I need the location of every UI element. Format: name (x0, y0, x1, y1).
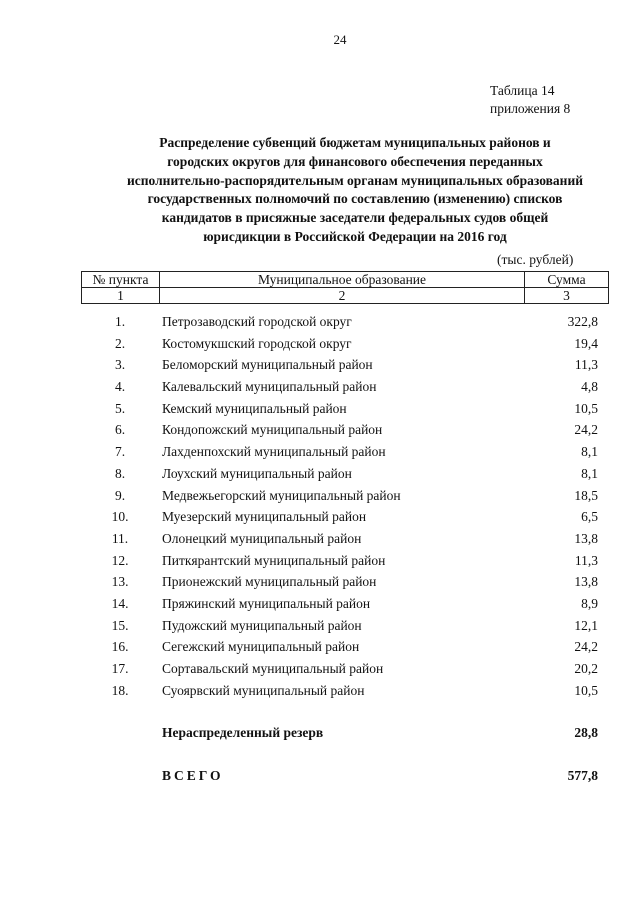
row-amount: 11,3 (574, 552, 598, 568)
row-number: 3. (114, 357, 126, 373)
column-header-amount: Сумма (525, 272, 609, 288)
table-row (0, 528, 640, 550)
column-header-num: № пункта (82, 272, 160, 288)
table-row (0, 636, 640, 658)
table-body (0, 311, 640, 701)
row-number: 14. (111, 595, 129, 611)
row-name: Медвежьегорский муниципальный район (162, 487, 401, 503)
row-number: 6. (114, 422, 126, 438)
row-name: Питкярантский муниципальный район (162, 552, 386, 568)
row-name: Суоярвский муниципальный район (162, 682, 365, 698)
document-title (100, 134, 610, 247)
row-number: 5. (114, 400, 126, 416)
row-amount: 8,9 (581, 595, 598, 611)
row-number: 7. (114, 444, 126, 460)
row-amount: 24,2 (574, 639, 598, 655)
row-amount: 322,8 (567, 314, 598, 329)
unit-note: (тыс. рублей) (497, 252, 574, 267)
row-name: Сортавальский муниципальный район (162, 661, 384, 676)
row-number: 4. (114, 379, 126, 395)
row-amount: 12,1 (574, 617, 598, 633)
total-amount: 577,8 (567, 768, 598, 783)
table-row (0, 354, 640, 376)
row-name: Кондопожский муниципальный район (162, 422, 383, 438)
row-number: 16. (111, 639, 129, 655)
table-row (0, 311, 640, 333)
row-number: 9. (114, 487, 126, 503)
row-amount: 13,8 (574, 530, 598, 546)
row-amount: 4,8 (581, 379, 598, 395)
column-number: 3 (525, 288, 609, 304)
row-amount: 6,5 (581, 509, 598, 525)
row-name: Пудожский муниципальный район (162, 617, 362, 633)
table-row (0, 419, 640, 441)
row-number: 11. (111, 530, 129, 546)
table-row (0, 398, 640, 420)
table-row (0, 680, 640, 702)
row-name: Беломорский муниципальный район (162, 357, 373, 373)
row-number: 12. (111, 552, 129, 568)
table-header (81, 271, 609, 304)
table-row (0, 593, 640, 615)
row-amount: 8,1 (581, 444, 598, 460)
title-line: юрисдикции в Российской Федерации на 2016 год (203, 228, 507, 244)
column-header-name: Муниципальное образование (160, 272, 525, 288)
column-number: 1 (82, 288, 160, 304)
row-name: Костомукшский городской округ (162, 335, 352, 351)
row-name: Кемский муниципальный район (162, 400, 347, 416)
table-row (0, 571, 640, 593)
title-line: Распределение субвенций бюджетам муниципальных районов и (159, 135, 551, 150)
row-number: 8. (114, 465, 126, 481)
row-amount: 10,5 (574, 682, 598, 698)
row-name: Петрозаводский городской округ (162, 314, 352, 329)
table-row (0, 485, 640, 507)
row-number: 2. (114, 335, 126, 351)
table-row (0, 550, 640, 572)
reserve-label: Нераспределенный резерв (162, 725, 324, 740)
table-row (0, 463, 640, 485)
page-number: 24 (333, 32, 347, 47)
total-label: ВСЕГО (162, 768, 224, 783)
column-numbers-row (82, 288, 609, 304)
row-name: Калевальский муниципальный район (162, 379, 377, 395)
table-row (0, 441, 640, 463)
row-number: 17. (111, 661, 129, 676)
row-amount: 8,1 (581, 465, 598, 481)
row-number: 15. (111, 617, 129, 633)
title-line: кандидатов в присяжные заседатели федеральных судов общей (161, 210, 549, 226)
row-amount: 11,3 (574, 357, 598, 373)
row-name: Лоухский муниципальный район (162, 465, 352, 481)
title-line: государственных полномочий по составлению (изменению) списков (147, 191, 563, 207)
row-name: Лахденпохский муниципальный район (162, 444, 386, 460)
row-number: 10. (111, 509, 129, 525)
row-name: Пряжинский муниципальный район (162, 595, 371, 611)
row-number: 1. (114, 314, 126, 329)
table-row (0, 658, 640, 680)
row-name: Муезерский муниципальный район (162, 509, 367, 525)
row-amount: 24,2 (574, 422, 598, 438)
table-row (0, 376, 640, 398)
row-name: Сегежский муниципальный район (162, 639, 360, 655)
table-reference-line: приложения 8 (490, 101, 571, 116)
table-row (0, 333, 640, 355)
table-row (0, 506, 640, 528)
title-line: исполнительно-распорядительным органам муниципальных образований (126, 172, 584, 188)
title-line: городских округов для финансового обеспечения переданных (167, 153, 543, 169)
row-amount: 20,2 (574, 661, 598, 676)
row-name: Олонецкий муниципальный район (162, 530, 362, 546)
table-reference (490, 82, 570, 118)
row-number: 13. (111, 574, 129, 590)
row-name: Прионежский муниципальный район (162, 574, 377, 590)
table-reference-line: Таблица 14 (490, 83, 555, 98)
column-number: 2 (160, 288, 525, 304)
reserve-amount: 28,8 (574, 725, 598, 740)
row-amount: 19,4 (574, 335, 598, 351)
row-amount: 13,8 (574, 574, 598, 590)
row-amount: 18,5 (574, 487, 598, 503)
row-amount: 10,5 (574, 400, 598, 416)
row-number: 18. (111, 682, 129, 698)
table-row (0, 615, 640, 637)
column-headers-row (82, 272, 609, 288)
